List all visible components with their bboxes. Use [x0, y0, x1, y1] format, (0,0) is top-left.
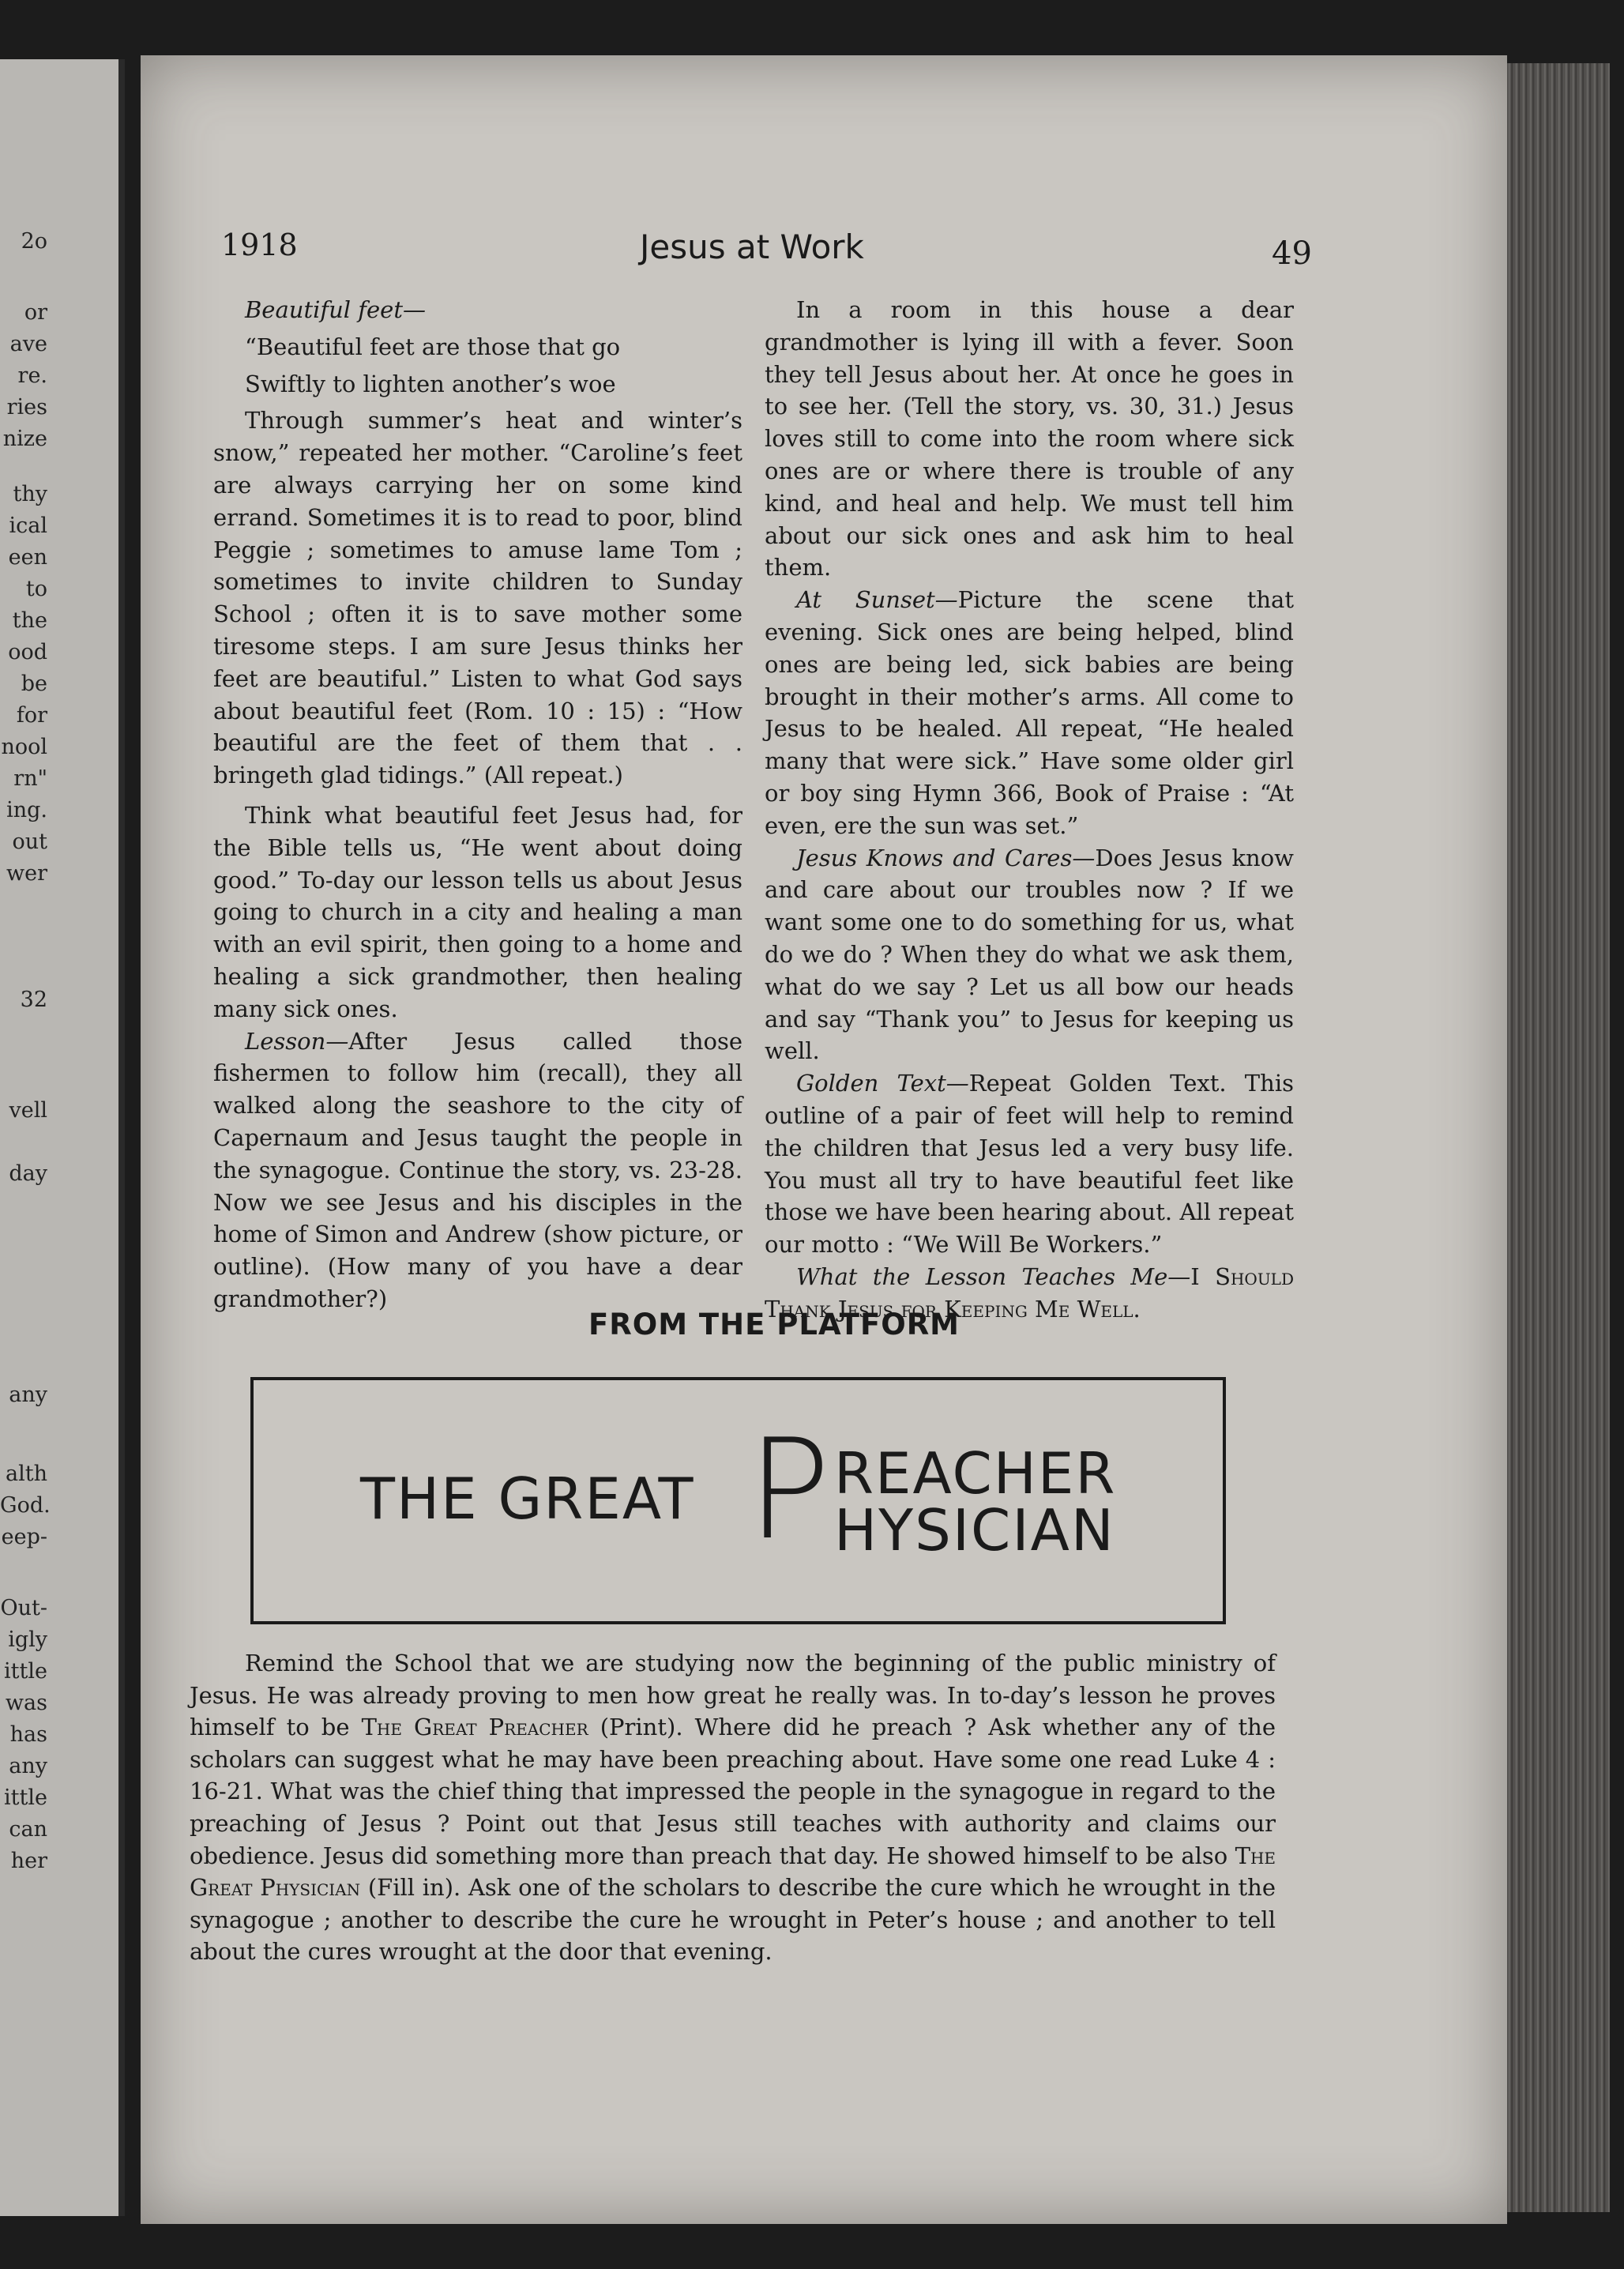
page-block-edge	[1507, 63, 1610, 2212]
left-page-fragment: igly	[8, 1627, 47, 1652]
left-page-fragment: the	[12, 608, 47, 633]
platform-heading: FROM THE PLATFORM	[588, 1308, 960, 1341]
lesson-label: Lesson—	[245, 1027, 349, 1055]
teaches-text: I Should Thank Jesus for Keeping Me Well.	[765, 1262, 1294, 1323]
great-preacher: The Great Preacher	[361, 1714, 588, 1741]
platform-paragraph-text	[190, 1647, 1276, 1968]
left-page-fragment: ittle	[4, 1785, 47, 1810]
running-head-title: Jesus at Work	[640, 228, 864, 266]
left-page-fragment: ood	[8, 640, 47, 664]
left-page-fragment: rn"	[13, 766, 47, 791]
left-page-fragment: be	[21, 672, 47, 696]
sunset-label: At Sunset—	[796, 586, 958, 614]
right-column	[765, 294, 1294, 1326]
left-page-edge	[0, 59, 125, 2216]
left-page-fragment: or	[24, 300, 47, 325]
left-page-fragment: God.	[0, 1493, 51, 1518]
left-page-fragment: any	[9, 1383, 47, 1407]
left-page-fragment: re.	[17, 363, 47, 388]
left-page-fragment: 2o	[21, 229, 47, 254]
verse-line: Swiftly to lighten another’s woe	[245, 370, 616, 397]
box-large-p: P	[747, 1410, 831, 1571]
lesson-paragraph	[213, 1025, 742, 1315]
page-number: 49	[1272, 235, 1312, 272]
paragraph: Think what beautiful feet Jesus had, for the Bible tells us, “He went about doing good.” To-day our lesson tells us about Jesus going to church in a city and healing a man with an evil spirit, then going to a home and healing a sick grandmother, then healing many sick ones.	[213, 801, 742, 1022]
left-page-fragment: day	[9, 1161, 47, 1186]
knows-paragraph	[765, 842, 1294, 1068]
sunset-paragraph	[765, 584, 1294, 841]
box-reacher: REACHER	[834, 1440, 1117, 1507]
left-page-fragment: 32	[20, 988, 47, 1012]
left-page-fragment: Out-	[0, 1596, 47, 1620]
left-page-fragment: een	[8, 545, 47, 570]
lesson-text: After Jesus called those fishermen to follow him (recall), they all walked along the seashore to the city of Capernaum and Jesus taught the people in the synagogue. Continue the story, vs. 23-28. Now we see Jesus and his disciples in the home of Simon and Andrew (show picture, or outline). (How many of you have a dear grandmother?)	[213, 1027, 742, 1312]
knows-text: Does Jesus know and care about our troubles now ? If we want some one to do something for us, what do we do ? When they do what we ask them, what do we say ? Let us all bow our heads and say “Thank you” to Jesus for keeping us well.	[765, 844, 1295, 1065]
box-hysician: HYSICIAN	[834, 1497, 1115, 1563]
bottom-part-3: (Fill in). Ask one of the scholars to describe the cure which he wrought in the synagogue ; another to describe the cure he wrought in Peter’s house ; and another to tell about the cures wrought at the door that evening.	[190, 1874, 1276, 1966]
left-page-fragment: thy	[13, 482, 47, 506]
left-page-fragment: ical	[9, 514, 47, 538]
left-page-fragment: out	[12, 830, 47, 854]
golden-text-paragraph	[765, 1067, 1294, 1261]
running-head	[221, 228, 1327, 275]
left-page-fragment: to	[25, 577, 47, 601]
left-page-fragment: wer	[6, 861, 47, 886]
great-physician: The Great Physician	[190, 1842, 1276, 1902]
left-page-fragment: ing.	[6, 798, 47, 822]
box-the-great: THE GREAT	[360, 1466, 695, 1532]
golden-text-body: Repeat Golden Text. This outline of a pair of feet will help to remind the children that Jesus led a very busy life. You must all try to have beautiful feet like those we have been hearing about. All repeat our motto : “We Will Be Workers.”	[765, 1070, 1294, 1259]
left-page-fragment: vell	[9, 1098, 47, 1123]
left-page-fragment: ries	[6, 395, 47, 420]
left-page-fragment: nize	[2, 427, 47, 451]
platform-box-inner	[254, 1380, 1223, 1621]
platform-outline-box	[250, 1377, 1226, 1624]
beautiful-feet-label: Beautiful feet—	[245, 296, 426, 323]
left-page-fragment: ittle	[4, 1659, 47, 1684]
verse-line: “Beautiful feet are those that go	[245, 333, 621, 360]
left-page-fragment: eep-	[1, 1525, 47, 1549]
left-page-fragment: for	[16, 703, 47, 728]
bottom-part-2: (Print). Where did he preach ? Ask whether any of the scholars can suggest what he may have been preaching about. Have some one read Luke 4 : 16-21. What was the chief thing that impressed the people in the synagogue in regard to the preaching of Jesus ? Point out that Jesus still teaches with authority and claims our obedience. Jesus did something more than preach that day. He showed himself to be also	[190, 1714, 1276, 1869]
left-page-fragment: her	[10, 1849, 47, 1873]
left-column	[213, 294, 742, 1315]
left-page-fragment: was	[5, 1691, 47, 1715]
running-head-year: 1918	[221, 228, 298, 262]
knows-label: Jesus Knows and Cares—	[796, 844, 1096, 871]
bottom-part-1: Remind the School that we are studying now the beginning of the public ministry of Jesus. He was already proving to men how great he really was. In to-day’s lesson he proves himself to be	[190, 1650, 1276, 1741]
left-page-fragment: ave	[9, 332, 47, 356]
left-page-fragment: can	[9, 1817, 47, 1842]
paragraph: In a room in this house a dear grandmother is lying ill with a fever. Soon they tell Jesus about her. At once he goes in to see her. (Tell the story, vs. 30, 31.) Jesus loves still to come into the room where sick ones are or where there is trouble of any kind, and heal and help. We must tell him about our sick ones and ask him to heal them.	[765, 296, 1294, 581]
left-page-fragment: nool	[1, 735, 47, 759]
left-page-fragment: any	[9, 1754, 47, 1778]
left-page-fragment: has	[9, 1722, 47, 1747]
paragraph: Through summer’s heat and winter’s snow,” repeated her mother. “Caroline’s feet are always carrying her on some kind errand. Sometimes it is to read to poor, blind Peggie ; sometimes to amuse lame Tom ; sometimes to invite children to Sunday School ; often it is to save mother some tiresome steps. I am sure Jesus thinks her feet are beautiful.” Listen to what God says about beautiful feet (Rom. 10 : 15) : “How beautiful are the feet of them that . . bringeth glad tidings.” (All repeat.)	[213, 407, 742, 789]
beautiful-feet-heading	[213, 294, 742, 326]
golden-text-label: Golden Text—	[796, 1070, 969, 1097]
teaches-label: What the Lesson Teaches Me—	[796, 1262, 1191, 1290]
platform-paragraph	[190, 1647, 1276, 1968]
sunset-text: Picture the scene that evening. Sick ones are being helped, blind ones are being led, sick babies are being brought in their mother’s arms. All come to Jesus to be healed. All repeat, “He healed many that were sick.” Have some older girl or boy sing Hymn 366, Book of Praise : “At even, ere the sun was set.”	[765, 586, 1294, 839]
left-page-fragment: alth	[6, 1462, 47, 1486]
